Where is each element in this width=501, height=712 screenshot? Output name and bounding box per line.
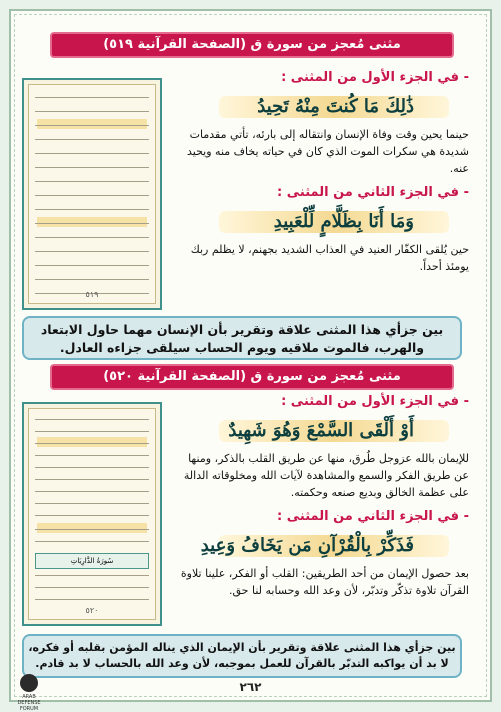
part1-verse: ذَٰلِكَ مَا كُنتَ مِنْهُ تَحِيدُ: [257, 96, 414, 117]
part1-text: للإيمان بالله عزوجل طُرق، منها عن طريق القلب بالذكر، ومنها عن طريق الفكر والسمع والمشاهدة لآيات الله ومخلوقاته الدالة على عظمة الخالق وبديع صنعه وحكمته.: [183, 452, 469, 499]
mushaf-page-image: [22, 78, 162, 310]
mushaf-page-inner: [28, 408, 156, 620]
part1-heading: - في الجزء الأول من المثنى :: [281, 70, 469, 85]
explanation-column: [179, 68, 469, 275]
section-519: [14, 26, 469, 356]
summary-box-520: بين جزأي هذا المثنى علاقة وتقرير بأن الإيمان الذي يناله المؤمن بقلبه أو فكره، لا بد أن يواكبه التدبّر بالقرآن للعمل بموجبه، لأن وعد الله بالحساب لا بد قادم.: [22, 634, 462, 678]
part1-verse: أَوْ أَلْقَى السَّمْعَ وَهُوَ شَهِيدٌ: [228, 420, 414, 441]
summary-box-519: بين جزأي هذا المثنى علاقة وتقرير بأن الإنسان مهما حاول الابتعاد والهرب، فالموت ملاقيه ويوم الحساب سيلقى جزاءه العادل.: [22, 316, 462, 360]
part2-verse: وَمَا أَنَا بِظَلَّامٍ لِّلْعَبِيدِ: [273, 211, 414, 232]
part1-verse-box: [179, 92, 469, 122]
section-title: مثنى مُعجز من سورة ق (الصفحة القرآنية ٥٢٠): [52, 366, 452, 388]
section-title: مثنى مُعجز من سورة ق (الصفحة القرآنية ٥١٩): [52, 34, 452, 56]
part2-heading: - في الجزء الثاني من المثنى :: [277, 509, 469, 524]
mushaf-page-inner: [28, 84, 156, 304]
part2-verse-box: [179, 531, 469, 561]
logo-text: ARAB DEFENSE FORUM: [17, 694, 41, 712]
mushaf-page-number: ٥٢٠: [85, 606, 99, 615]
part2-text: حين يُلقى الكفّار العنيد في العذاب الشديد بجهنم، لا يظلم ربك يومئذ أحداً.: [190, 243, 469, 273]
part1-verse-box: [179, 416, 469, 446]
section-520: [14, 358, 469, 633]
mushaf-page-number: ٥١٩: [85, 290, 99, 299]
part2-verse-box: [179, 207, 469, 237]
part1-text: حينما يحين وقت وفاة الإنسان وانتقاله إلى بارئه، تأتي مقدمات شديدة هي سكرات الموت الذي كان في حياته يخاف منه ويحيد عنه.: [186, 128, 469, 175]
explanation-column: [179, 392, 469, 599]
part2-text: بعد حصول الإيمان من أحد الطريقين: القلب أو الفكر، علينا تلاوة القرآن تلاوة تذكّر وتدبّر، لأن وعد الله وحسابه لنا حق.: [180, 567, 469, 597]
forum-logo: [10, 674, 48, 712]
part2-heading: - في الجزء الثاني من المثنى :: [277, 185, 469, 200]
logo-emblem-icon: [20, 674, 38, 692]
surah-name-band: سُورَةُ الذَّارِيَاتِ: [35, 553, 149, 569]
part1-heading: - في الجزء الأول من المثنى :: [281, 394, 469, 409]
mushaf-page-image: [22, 402, 162, 626]
part2-verse: فَذَكِّرْ بِالْقُرْآنِ مَن يَخَافُ وَعِيدِ: [200, 535, 414, 556]
page-number: ٢٦٢: [239, 680, 262, 694]
